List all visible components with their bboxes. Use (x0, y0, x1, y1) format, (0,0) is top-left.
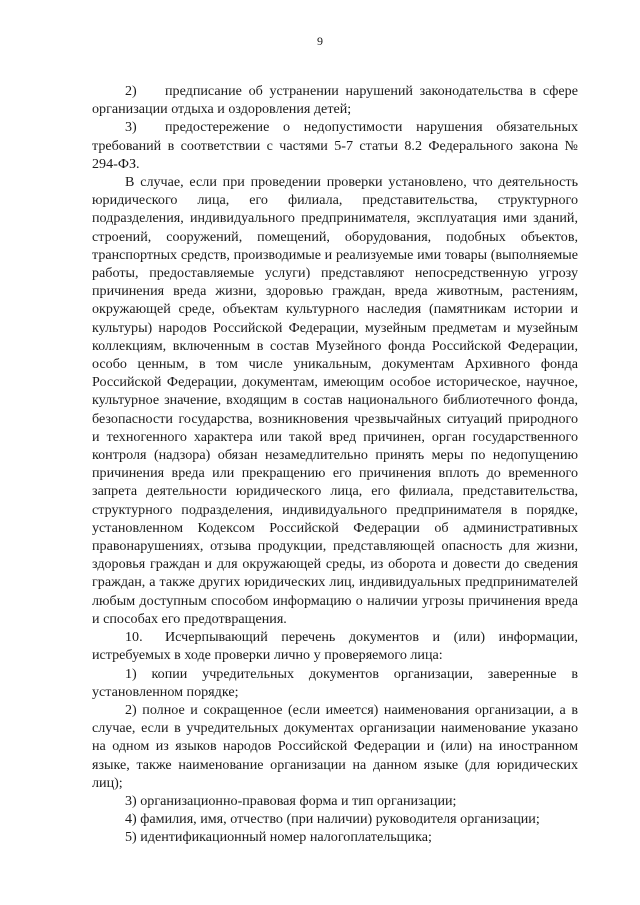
section-text: Исчерпывающий перечень документов и (или) информации, истребуемых в ходе проверки лично у проверяемого лица: (92, 629, 578, 664)
item-text: предписание об устранении нарушений законодательства в сфере организации отдыха и оздоровления детей; (92, 83, 578, 118)
subitem-5: 5) идентификационный номер налогоплательщика; (125, 829, 432, 846)
subitem-3: 3) организационно-правовая форма и тип организации; (125, 792, 457, 809)
page-number: 9 (317, 34, 323, 48)
section-number: 10. (125, 629, 143, 646)
item-number: 3) (125, 119, 137, 136)
document-body (92, 82, 578, 847)
list-item-2 (92, 82, 578, 118)
subitem-4: 4) фамилия, имя, отчество (при наличии) руководителя организации; (125, 811, 540, 828)
subitem-2: 2) полное и сокращенное (если имеется) наименования организации, а в случае, если в учредительных документах организации наименование указано на одном из языков народов Российской Федерации и (или) на иностранном языке, также наименование организации на данном языке (для юридических лиц); (92, 701, 578, 791)
item-number: 2) (125, 83, 137, 99)
subitem-1: 1) копии учредительных документов организации, заверенные в установленном порядке; (92, 665, 578, 700)
paragraph-threat-of-harm: В случае, если при проведении проверки установлено, что деятельность юридического лица, его филиала, представительства, структурного подразделения, индивидуального предпринимателя, эксплуатация ими зданий, строений, сооружений, помещений, оборудования, подобных объектов, транспортных средств, производимые и реализуемые ими товары (выполняемые работы, предоставляемые услуги) представляют непосредственную угрозу причинения вреда жизни, здоровью граждан, вреда животным, растениям, окружающей среде, объектам культурного наследия (памятникам истории и культуры) народов Российской Федерации, музейным предметам и музейным коллекциям, включенным в состав Музейного фонда Российской Федерации, особо ценным, в том числе уникальным, документам Архивного фонда Российской Федерации, документам, имеющим особое историческое, научное, культурное значение, входящим в состав национального библиотечного фонда, безопасности государства, возникновения чрезвычайных ситуаций природного и техногенного характера или такой вред причинен, орган государственного контроля (надзора) обязан незамедлительно принять меры по недопущению причинения вреда или прекращению его причинения вплоть до временного запрета деятельности юридического лица, его филиала, представительства, структурного подразделения, индивидуального предпринимателя в порядке, установленном Кодексом Российской Федерации об административных правонарушениях, отзыва продукции, представляющей опасность для жизни, здоровья граждан и для окружающей среды, из оборота и довести до сведения граждан, а также других юридических лиц, индивидуальных предпринимателей любым доступным способом информацию о наличии угрозы причинения вреда и способах его предотвращения. (92, 174, 578, 627)
section-10 (92, 628, 578, 664)
list-item-3 (92, 118, 578, 173)
item-text: предостережение о недопустимости нарушения обязательных требований в соответствии с частями 5-7 статьи 8.2 Федерального закона № 294-ФЗ. (92, 119, 578, 172)
